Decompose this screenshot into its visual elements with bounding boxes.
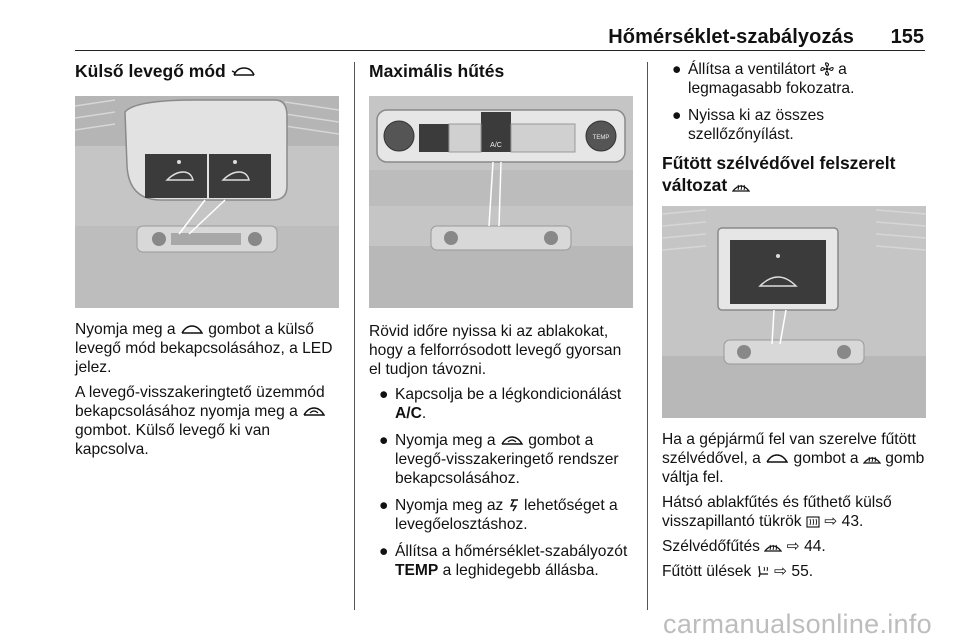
page-reference-link[interactable]: 44. bbox=[804, 538, 826, 555]
header-rule bbox=[75, 50, 925, 51]
section-heading-max-cooling: Maximális hűtés bbox=[369, 61, 505, 81]
list-item: ● Állítsa a hőmérséklet-szabályozót TEMP a leghidegebb állásba. bbox=[379, 543, 628, 579]
heated-windscreen-icon bbox=[863, 453, 881, 465]
page-number: 155 bbox=[890, 26, 924, 48]
recirculation-icon bbox=[500, 435, 524, 447]
section-heading-heated-windscreen: Fűtött szélvédővel felszerelt változat bbox=[662, 153, 896, 195]
temp-knob-label: TEMP bbox=[592, 135, 610, 141]
ac-button-label: A/C bbox=[490, 142, 502, 149]
column-outside-air: Külső levegő mód Nyomja meg a gombot a külső levegő mód bekapcsolásához, a LED jelez. A levegő-visszakeringtető üzemmód bekapcsolásához nyomja meg a gombot. Külső levegő ki van kapcsolva. bbox=[75, 60, 341, 465]
air-distribution-icon bbox=[508, 498, 520, 512]
illustration-climate-panel bbox=[369, 96, 633, 308]
heated-windscreen-icon bbox=[732, 181, 750, 193]
list-item: ● Kapcsolja be a légkondicionálást A/C. bbox=[379, 386, 622, 422]
section-heading-outside-air: Külső levegő mód bbox=[75, 60, 341, 82]
list-item: ● Állítsa a ventilátort a legmagasabb fokozatra. bbox=[672, 61, 855, 97]
list-item: ● Nyomja meg az lehetőséget a levegőelosztáshoz. bbox=[379, 497, 618, 533]
page-header-title: Hőmérséklet-szabályozás bbox=[608, 26, 854, 48]
page-reference-link[interactable]: 55. bbox=[791, 563, 814, 580]
illustration-heated-windscreen-button bbox=[662, 206, 926, 418]
column-heated-windscreen: ● Állítsa a ventilátort a legmagasabb fokozatra. ● Nyissa ki az összes szellőzőnyílást. Fűtött szélvédővel felszerelt változat Ha a gépjármű fel van szerelve fűtött szélvédővel, a gombot a gomb váltja fel. Hátsó ablakfűtés és fűthető külső visszapillantó tükrök ⇨ 43. Szélvédőfűtés ⇨ 44. Fűtött ülések ⇨ 55. bbox=[662, 61, 925, 580]
outside-air-icon bbox=[180, 324, 204, 336]
heated-seat-icon bbox=[756, 564, 770, 578]
illustration-outside-air-button bbox=[75, 96, 339, 308]
column-max-cooling bbox=[369, 60, 634, 588]
outside-air-icon bbox=[765, 453, 789, 465]
rear-window-heating-icon bbox=[806, 516, 820, 528]
heated-windscreen-icon bbox=[764, 541, 782, 553]
page-reference-link[interactable]: 43. bbox=[841, 513, 864, 530]
recirculation-icon bbox=[302, 406, 326, 418]
list-item: ● Nyomja meg a gombot a levegő-visszakeringető rendszer bekapcsolásához. bbox=[379, 432, 619, 487]
fan-icon bbox=[820, 62, 834, 76]
outside-air-icon bbox=[231, 65, 257, 79]
max-cooling-steps-continued bbox=[662, 60, 926, 144]
column-divider-1 bbox=[354, 62, 355, 610]
intro-text: Rövid időre nyissa ki az ablakokat, hogy a felforrósodott levegő gyorsan el tudjon távozni. bbox=[369, 323, 622, 378]
max-cooling-steps bbox=[369, 385, 634, 580]
watermark: carmanualsonline.info bbox=[663, 609, 932, 639]
column-divider-2 bbox=[647, 62, 648, 610]
list-item: ● Nyissa ki az összes szellőzőnyílást. bbox=[672, 107, 825, 143]
